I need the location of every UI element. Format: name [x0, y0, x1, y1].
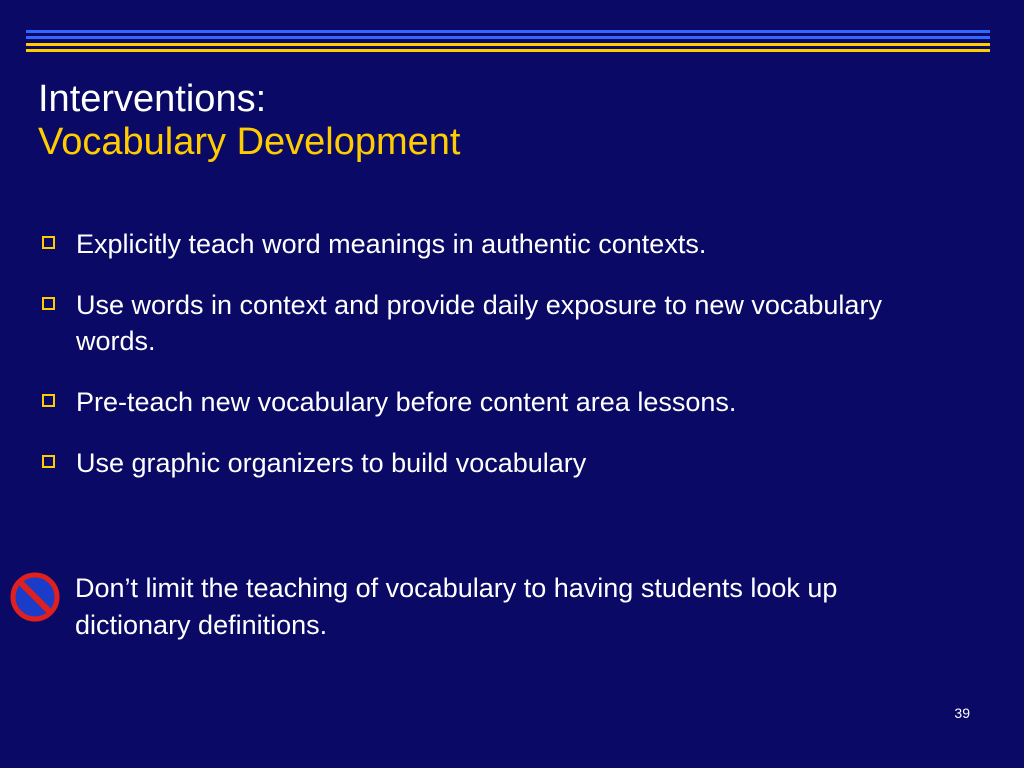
bullet-text: Use words in context and provide daily exposure to new vocabulary words. — [76, 290, 882, 356]
bullet-item — [40, 287, 960, 359]
bullet-text: Pre-teach new vocabulary before content area lessons. — [76, 387, 737, 417]
title-line-2: Vocabulary Development — [38, 121, 461, 163]
bullet-list — [40, 226, 960, 506]
slide-title — [38, 78, 460, 164]
title-line-1: Interventions: — [38, 78, 267, 120]
top-rule-gold-1 — [26, 43, 990, 46]
square-bullet-icon — [42, 455, 55, 468]
square-bullet-icon — [42, 236, 55, 249]
warning-text: Don’t limit the teaching of vocabulary to having students look up dictionary definitions. — [75, 573, 838, 640]
top-rule-blue-2 — [26, 36, 990, 39]
prohibition-icon — [10, 572, 60, 622]
bullet-item — [40, 384, 960, 420]
bullet-item — [40, 226, 960, 262]
bullet-text: Use graphic organizers to build vocabulary — [76, 448, 587, 478]
top-rule-blue-1 — [26, 30, 990, 33]
square-bullet-icon — [42, 297, 55, 310]
page-number: 39 — [954, 705, 970, 721]
top-rule-gold-2 — [26, 49, 990, 52]
square-bullet-icon — [42, 394, 55, 407]
bullet-item — [40, 445, 960, 481]
bullet-text: Explicitly teach word meanings in authentic contexts. — [76, 229, 707, 259]
